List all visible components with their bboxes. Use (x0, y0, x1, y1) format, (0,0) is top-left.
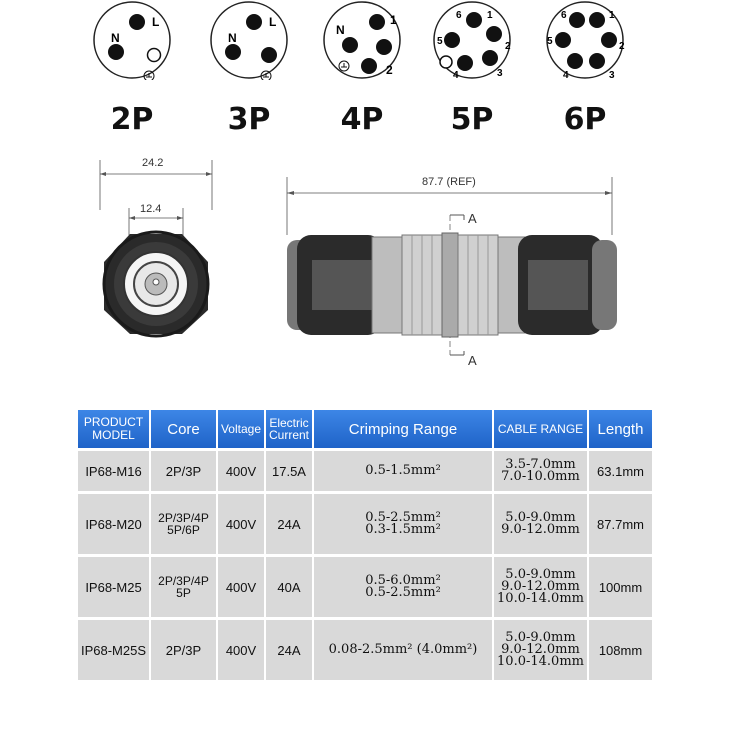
cable-cell: 5.0-9.0mm 9.0-12.0mm 10.0-14.0mm (493, 556, 588, 619)
pinout-2p-label: 2P (110, 102, 154, 137)
pin-3: 3 (497, 68, 503, 79)
current-cell: 24A (265, 619, 313, 681)
pinout-4p (322, 0, 402, 137)
pin-4: 4 (453, 70, 459, 80)
table-row (78, 450, 653, 493)
pin-1: 1 (487, 10, 493, 21)
pin-1: 1 (390, 13, 397, 27)
length-dimension: 87.7 (REF) (422, 176, 476, 188)
core-cell: 2P/3P/4P 5P/6P (150, 493, 217, 556)
crimping-cell: 0.5-1.5mm² (313, 450, 493, 493)
length-cell: 63.1mm (588, 450, 653, 493)
current-cell: 24A (265, 493, 313, 556)
pin-6: 6 (561, 10, 567, 21)
pinout-5p-face (432, 0, 512, 80)
pin-n: N (336, 23, 345, 37)
current-cell: 40A (265, 556, 313, 619)
pin-4: 4 (563, 70, 569, 80)
table-row (78, 556, 653, 619)
inner-dimension: 12.4 (140, 203, 162, 215)
pinout-2p-face (92, 0, 172, 80)
voltage-cell: 400V (217, 493, 265, 556)
table-row (78, 619, 653, 681)
header-length: Length (588, 410, 653, 450)
length-cell: 100mm (588, 556, 653, 619)
cable-cell: 3.5-7.0mm 7.0-10.0mm (493, 450, 588, 493)
pinout-6p-face (545, 0, 625, 80)
crimping-cell: 0.5-6.0mm² 0.5-2.5mm² (313, 556, 493, 619)
pinout-4p-label: 4P (340, 102, 384, 137)
pin-3: 3 (609, 70, 615, 80)
pinout-4p-face (322, 0, 402, 80)
pin-2: 2 (386, 63, 393, 77)
core-cell: 2P/3P (150, 619, 217, 681)
table-row (78, 493, 653, 556)
pinout-3p (209, 0, 289, 137)
pinout-3p-face (209, 0, 289, 80)
pin-1: 1 (609, 10, 615, 21)
pinout-5p-label: 5P (450, 102, 494, 137)
crimping-cell: 0.08-2.5mm² (4.0mm²) (313, 619, 493, 681)
voltage-cell: 400V (217, 450, 265, 493)
header-product-model: PRODUCT MODEL (78, 410, 150, 450)
model-cell: IP68-M20 (78, 493, 150, 556)
header-electric-current: Electric Current (265, 410, 313, 450)
pin-n: N (111, 31, 120, 45)
pinout-3p-label: 3P (227, 102, 271, 137)
pinout-6p-label: 6P (563, 102, 607, 137)
voltage-cell: 400V (217, 556, 265, 619)
cable-cell: 5.0-9.0mm 9.0-12.0mm 10.0-14.0mm (493, 619, 588, 681)
length-cell: 87.7mm (588, 493, 653, 556)
model-cell: IP68-M25 (78, 556, 150, 619)
cable-cell: 5.0-9.0mm 9.0-12.0mm (493, 493, 588, 556)
spec-table (78, 410, 654, 680)
pin-5: 5 (547, 36, 553, 47)
side-view-drawing (282, 165, 622, 375)
header-core: Core (150, 410, 217, 450)
length-cell: 108mm (588, 619, 653, 681)
header-voltage: Voltage (217, 410, 265, 450)
core-cell: 2P/3P (150, 450, 217, 493)
current-cell: 17.5A (265, 450, 313, 493)
model-cell: IP68-M16 (78, 450, 150, 493)
pin-2: 2 (619, 41, 625, 52)
outer-dimension: 24.2 (142, 157, 164, 169)
header-crimping-range: Crimping Range (313, 410, 493, 450)
pin-2: 2 (505, 41, 511, 52)
crimping-cell: 0.5-2.5mm² 0.3-1.5mm² (313, 493, 493, 556)
header-cable-range: CABLE RANGE (493, 410, 588, 450)
pinout-6p (545, 0, 625, 137)
front-view-drawing (90, 150, 230, 350)
pinout-5p (432, 0, 512, 137)
section-label-top: A (468, 211, 477, 226)
section-label-bottom: A (468, 353, 477, 368)
core-cell: 2P/3P/4P 5P (150, 556, 217, 619)
pin-l: L (269, 15, 277, 29)
voltage-cell: 400V (217, 619, 265, 681)
pin-5: 5 (437, 36, 443, 47)
pin-6: 6 (456, 10, 462, 21)
pinout-2p (92, 0, 172, 137)
model-cell: IP68-M25S (78, 619, 150, 681)
pin-l: L (152, 15, 160, 29)
pin-n: N (228, 31, 237, 45)
